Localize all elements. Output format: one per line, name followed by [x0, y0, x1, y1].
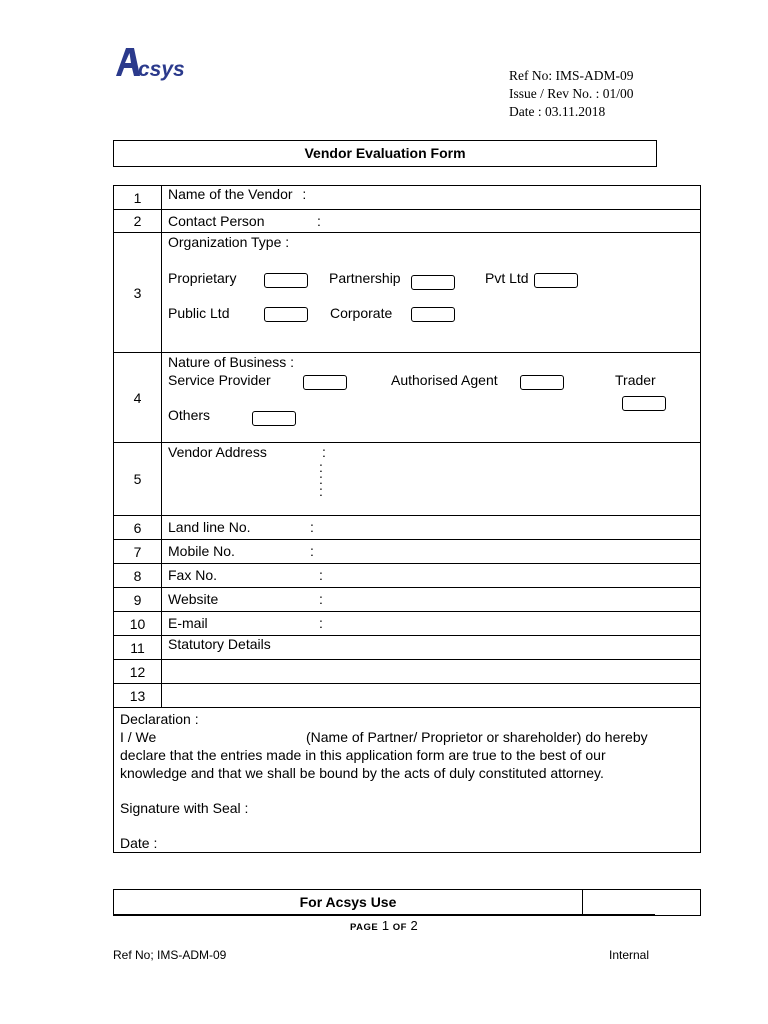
form-row-vendor-name: [114, 186, 701, 210]
row-number: 5: [114, 443, 162, 516]
page-word: PAGE: [350, 922, 379, 933]
fax-field[interactable]: [162, 564, 701, 588]
form-row-email: [114, 612, 701, 636]
form-row-statutory-details: [114, 636, 701, 660]
row-number: 3: [114, 233, 162, 353]
row-number: 12: [114, 660, 162, 684]
row-colon: :: [302, 186, 307, 202]
form-row-nature-of-business: [114, 353, 701, 443]
signature-with-seal-field[interactable]: Signature with Seal :: [120, 800, 249, 816]
row-label: Nature of Business :: [168, 354, 295, 370]
row-colon: :: [310, 519, 314, 535]
footer-rule: [113, 914, 655, 915]
footer-ref: Ref No; IMS-ADM-09: [113, 948, 227, 962]
checkbox-others[interactable]: [252, 411, 296, 426]
for-acsys-use-box: [113, 889, 701, 916]
row-label: Statutory Details: [168, 636, 271, 652]
declaration-line1: (Name of Partner/ Proprietor or shareholder) do hereby: [306, 729, 648, 745]
contact-person-field[interactable]: [162, 210, 701, 233]
row-colon: :: [319, 459, 323, 475]
option-label-trader: Trader: [615, 372, 656, 388]
row-colon: :: [319, 567, 323, 583]
declaration-i-we: I / We: [120, 729, 157, 745]
row-number: 6: [114, 516, 162, 540]
row-number: 8: [114, 564, 162, 588]
issue-rev-number: Issue / Rev No. : 01/00: [509, 86, 634, 101]
form-row-13: [114, 684, 701, 708]
form-row-fax: [114, 564, 701, 588]
checkbox-partnership[interactable]: [411, 275, 455, 290]
checkbox-service-provider[interactable]: [303, 375, 347, 390]
option-label-service-provider: Service Provider: [168, 372, 271, 388]
checkbox-corporate[interactable]: [411, 307, 455, 322]
row-colon: :: [319, 483, 323, 499]
row-number: 13: [114, 684, 162, 708]
row-number: 10: [114, 612, 162, 636]
for-acsys-use-label: For Acsys Use: [299, 894, 397, 910]
organization-type-cell: [162, 233, 701, 353]
declaration-line3: knowledge and that we shall be bound by the acts of duly constituted attorney.: [120, 765, 604, 781]
svg-text:csys: csys: [138, 58, 185, 81]
email-field[interactable]: [162, 612, 701, 636]
option-label-others: Others: [168, 407, 211, 423]
checkbox-public-ltd[interactable]: [264, 307, 308, 322]
row-label: Fax No.: [168, 567, 218, 583]
form-row-declaration: [114, 708, 701, 853]
row-colon: :: [319, 615, 323, 631]
declaration-date-field[interactable]: Date :: [120, 835, 158, 851]
vendor-address-field[interactable]: [162, 443, 701, 516]
form-row-landline: [114, 516, 701, 540]
footer-classification: Internal: [609, 948, 650, 962]
checkbox-pvt-ltd[interactable]: [534, 273, 578, 288]
row-colon: :: [317, 213, 321, 229]
vendor-form-table: [113, 185, 701, 853]
document-date: Date : 03.11.2018: [509, 104, 606, 119]
form-row-website: [114, 588, 701, 612]
row-label: Mobile No.: [168, 543, 235, 559]
nature-of-business-cell: [162, 353, 701, 443]
form-row-vendor-address: [114, 443, 701, 516]
page-number: [350, 918, 418, 933]
statutory-details-field[interactable]: [162, 636, 701, 660]
declaration-block: [114, 708, 701, 853]
page-total: 2: [410, 918, 418, 933]
row-label: Website: [168, 591, 219, 607]
checkbox-trader[interactable]: [622, 396, 666, 411]
option-label-public-ltd: Public Ltd: [168, 305, 230, 321]
declaration-heading: Declaration :: [120, 711, 199, 727]
row-colon: :: [322, 444, 326, 460]
ref-number: Ref No: IMS-ADM-09: [509, 68, 634, 83]
mobile-field[interactable]: [162, 540, 701, 564]
declaration-line2: declare that the entries made in this application form are true to the best of our: [120, 747, 606, 763]
row-number: 1: [114, 186, 162, 210]
page-of-word: OF: [392, 922, 407, 933]
document-ref-block: [509, 67, 634, 121]
row-label: Name of the Vendor: [168, 186, 293, 202]
acsys-logo: [114, 44, 198, 84]
option-label-pvt-ltd: Pvt Ltd: [485, 270, 529, 286]
row-number: 2: [114, 210, 162, 233]
row-colon: :: [310, 543, 314, 559]
checkbox-authorised-agent[interactable]: [520, 375, 564, 390]
landline-field[interactable]: [162, 516, 701, 540]
row-number: 7: [114, 540, 162, 564]
row-label: Contact Person: [168, 213, 265, 229]
option-label-proprietary: Proprietary: [168, 270, 237, 286]
row-label: Vendor Address: [168, 444, 267, 460]
row-label: Organization Type :: [168, 234, 290, 250]
form-row-12: [114, 660, 701, 684]
form-row-organization-type: [114, 233, 701, 353]
option-label-corporate: Corporate: [330, 305, 393, 321]
form-row-contact-person: [114, 210, 701, 233]
blank-field-12[interactable]: [162, 660, 701, 684]
acsys-box-divider: [582, 890, 583, 915]
form-row-mobile: [114, 540, 701, 564]
option-label-partnership: Partnership: [329, 270, 401, 286]
row-label: E-mail: [168, 615, 208, 631]
row-colon: :: [319, 591, 323, 607]
option-label-authorised-agent: Authorised Agent: [391, 372, 498, 388]
blank-field-13[interactable]: [162, 684, 701, 708]
form-title: Vendor Evaluation Form: [113, 140, 657, 167]
checkbox-proprietary[interactable]: [264, 273, 308, 288]
page-current: 1: [381, 918, 390, 933]
row-number: 11: [114, 636, 162, 660]
website-field[interactable]: [162, 588, 701, 612]
vendor-name-field[interactable]: [162, 186, 701, 210]
row-number: 4: [114, 353, 162, 443]
row-colon: :: [319, 471, 323, 487]
row-number: 9: [114, 588, 162, 612]
row-label: Land line No.: [168, 519, 251, 535]
